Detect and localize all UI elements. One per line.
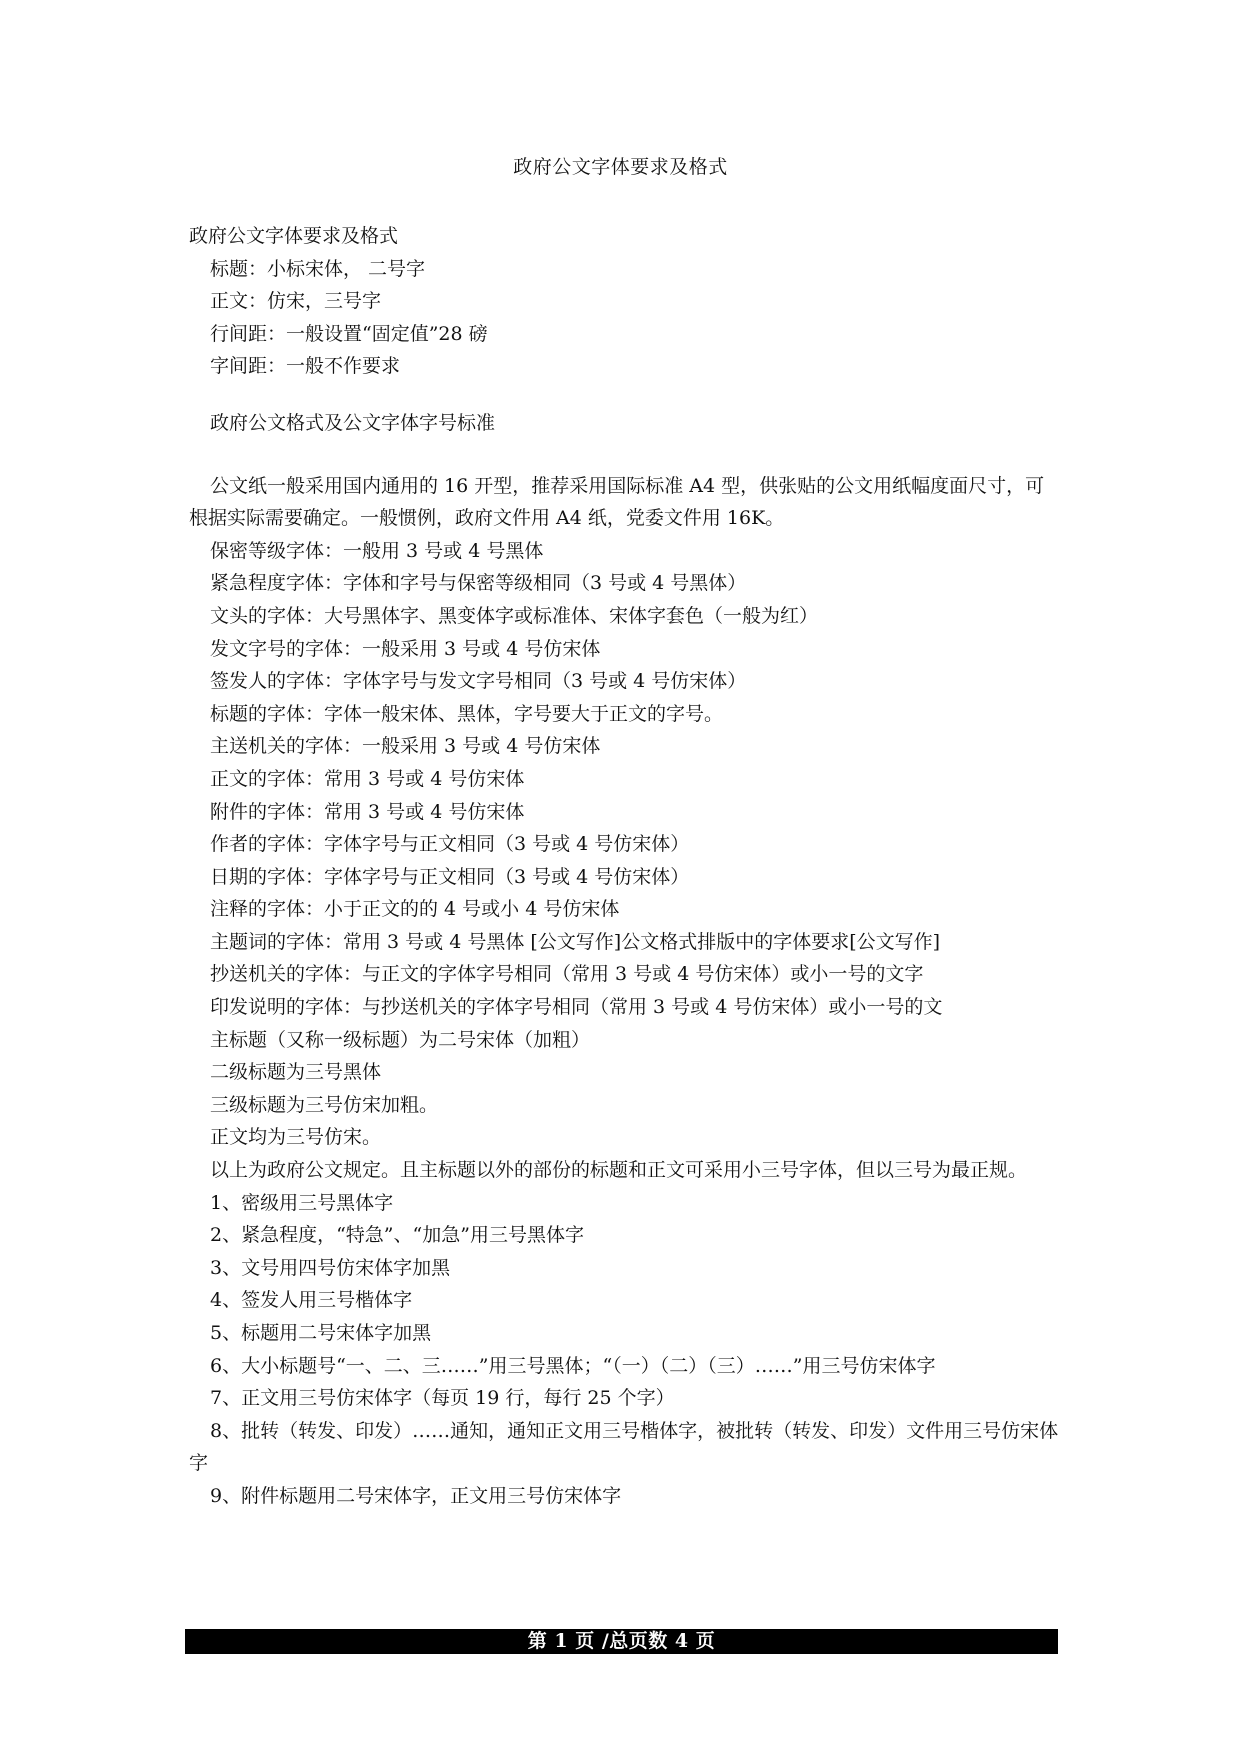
paragraph-text: 公文纸一般采用国内通用的 16 开型，推荐采用国际标准 A4 型，供张贴的公文用纸幅度面尺寸，可根据实际需要确定。一般惯例，政府文件用 A4 纸，党委文件用 16K。 bbox=[189, 474, 1045, 530]
text-line: 抄送机关的字体：与正文的字体字号相同（常用 3 号或 4 号仿宋体）或小一号的文字 bbox=[210, 963, 924, 986]
text-line: 主标题（又称一级标题）为二号宋体（加粗） bbox=[210, 1028, 591, 1051]
section-heading: 政府公文格式及公文字体字号标准 bbox=[210, 411, 496, 434]
text-line: 行间距：一般设置“固定值”28 磅 bbox=[210, 322, 488, 345]
text-line: 注释的字体：小于正文的的 4 号或小 4 号仿宋体 bbox=[210, 898, 620, 921]
paragraph bbox=[189, 1154, 1059, 1187]
text-line: 二级标题为三号黑体 bbox=[210, 1061, 382, 1084]
list-item: 7、正文用三号仿宋体字（每页 19 行，每行 25 个字） bbox=[210, 1387, 675, 1410]
list-item: 5、标题用二号宋体字加黑 bbox=[210, 1322, 432, 1344]
paragraph-text: 以上为政府公文规定。且主标题以外的部份的标题和正文可采用小三号字体，但以三号为最正规。 bbox=[210, 1159, 1028, 1182]
text-line: 印发说明的字体：与抄送机关的字体字号相同（常用 3 号或 4 号仿宋体）或小一号的文 bbox=[210, 996, 943, 1019]
list-item-text: 6、大小标题号“一、二、三……”用三号黑体；“（一）（二）（三）……”用三号仿宋体字 bbox=[210, 1354, 936, 1377]
text-line: 正文的字体：常用 3 号或 4 号仿宋体 bbox=[210, 767, 525, 790]
list-item: 2、紧急程度，“特急”、“加急”用三号黑体字 bbox=[210, 1224, 584, 1247]
text-line: 正文均为三号仿宋。 bbox=[210, 1126, 382, 1149]
text-line: 字间距：一般不作要求 bbox=[210, 355, 401, 378]
text-line: 三级标题为三号仿宋加粗。 bbox=[210, 1093, 439, 1116]
page-footer bbox=[185, 1629, 1058, 1654]
spacer bbox=[189, 440, 1059, 470]
list-item: 1、密级用三号黑体字 bbox=[210, 1191, 394, 1214]
text-line: 作者的字体：字体字号与正文相同（3 号或 4 号仿宋体） bbox=[210, 833, 690, 856]
text-line: 正文：仿宋，三号字 bbox=[210, 290, 382, 313]
text-line: 日期的字体：字体字号与正文相同（3 号或 4 号仿宋体） bbox=[210, 865, 690, 888]
text-line: 文头的字体：大号黑体字、黑变体字或标准体、宋体字套色（一般为红） bbox=[210, 604, 819, 627]
text-line: 紧急程度字体：字体和字号与保密等级相同（3 号或 4 号黑体） bbox=[210, 572, 747, 595]
list-item-text: 8、批转（转发、印发）……通知，通知正文用三号楷体字，被批转（转发、印发）文件用三号仿宋体字 bbox=[189, 1419, 1059, 1475]
text-line: 保密等级字体：一般用 3 号或 4 号黑体 bbox=[210, 539, 544, 562]
paragraph bbox=[189, 470, 1059, 535]
section-heading: 政府公文字体要求及格式 bbox=[189, 225, 399, 247]
spacer bbox=[189, 383, 1059, 407]
list-item: 4、签发人用三号楷体字 bbox=[210, 1289, 413, 1312]
document-title: 政府公文字体要求及格式 bbox=[513, 156, 728, 178]
list-item bbox=[189, 1415, 1059, 1480]
text-line: 主题词的字体：常用 3 号或 4 号黑体 [公文写作]公文格式排版中的字体要求[公文写作] bbox=[210, 930, 941, 953]
list-item: 9、附件标题用二号宋体字，正文用三号仿宋体字 bbox=[210, 1484, 622, 1507]
document-body bbox=[189, 220, 1059, 1513]
list-item: 3、文号用四号仿宋体字加黑 bbox=[210, 1256, 451, 1279]
text-line: 标题的字体：字体一般宋体、黑体，字号要大于正文的字号。 bbox=[210, 702, 724, 725]
text-line: 主送机关的字体：一般采用 3 号或 4 号仿宋体 bbox=[210, 735, 601, 758]
text-line: 标题：小标宋体， 二号字 bbox=[210, 257, 426, 280]
page-indicator: 第 1 页 /总页数 4 页 bbox=[527, 1630, 716, 1652]
text-line: 发文字号的字体：一般采用 3 号或 4 号仿宋体 bbox=[210, 637, 601, 660]
text-line: 签发人的字体：字体字号与发文字号相同（3 号或 4 号仿宋体） bbox=[210, 670, 747, 693]
text-line: 附件的字体：常用 3 号或 4 号仿宋体 bbox=[210, 800, 525, 823]
list-item bbox=[189, 1350, 1059, 1383]
